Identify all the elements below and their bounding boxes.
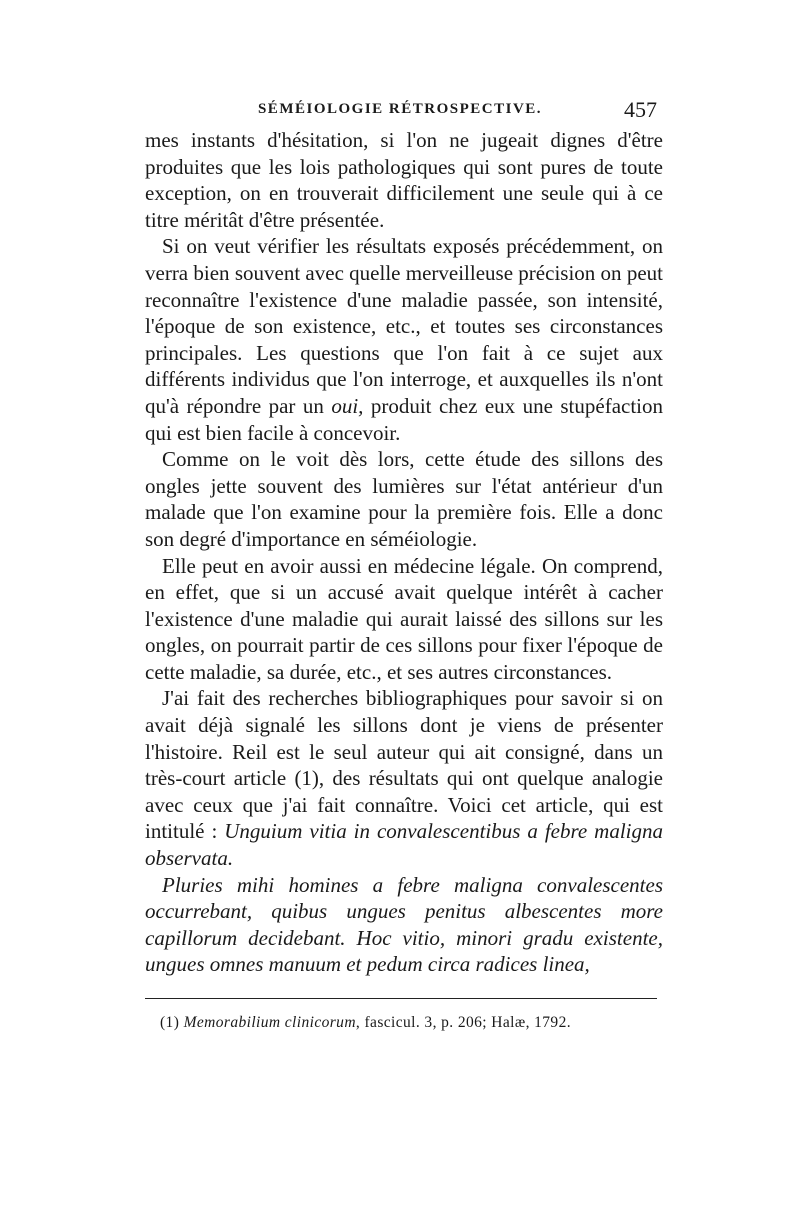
article-title: Unguium vitia in convalescentibus a febre maligna observata. <box>145 819 663 871</box>
footnote-citation: , fascicul. 3, p. 206; Halæ, 1792. <box>355 1014 571 1031</box>
footnote-mark: (1) <box>160 1014 180 1031</box>
page-header <box>145 97 655 125</box>
footnote-rule <box>145 998 657 999</box>
paragraph-1: mes instants d'hésitation, si l'on ne jugeait dignes d'être produites que les lois pathologiques qui sont pures de toute exception, on en trouverait difficilement une seule qui à ce titre méritât d'être présentée. <box>145 128 663 232</box>
latin-quotation: Pluries mihi homines a febre maligna convalescentes occurrebant, quibus ungues penitus albescentes more capillorum decidebant. Hoc vitio, minori gradu existente, ungues omnes manuum et pedum circa radices linea, <box>145 872 663 977</box>
paragraph-2-text-a: Si on veut vérifier les résultats exposés précédemment, on verra bien souvent avec quelle merveilleuse précision on peut reconnaître l'existence d'une maladie passée, son intensité, l'époque de son existence, etc., et toutes ses circonstances principales. Les questions que l'on fait à ce sujet aux différents individus que l'on interroge, et auxquelles ils n'ont qu'à répondre par un <box>145 234 663 418</box>
body-text <box>145 127 663 978</box>
paragraph-2-emphasis: oui, <box>331 393 364 418</box>
page-number: 457 <box>624 97 657 122</box>
paragraph-4: Elle peut en avoir aussi en médecine légale. On comprend, en effet, que si un accusé avait quelque intérêt à cacher l'existence d'une maladie qui aurait laissé des sillons sur les ongles, on pourrait partir de ces sillons pour fixer l'époque de cette maladie, sa durée, etc., et ses autres circonstances. <box>145 553 663 684</box>
paragraph-3: Comme on le voit dès lors, cette étude des sillons des ongles jette souvent des lumières sur l'état antérieur d'un malade que l'on examine pour la première fois. Elle a donc son degré d'importance en séméiologie. <box>145 447 663 551</box>
paragraph-5-text: J'ai fait des recherches bibliographiques pour savoir si on avait déjà signalé les sillons dont je viens de présenter l'histoire. Reil est le seul auteur qui ait consigné, dans un très-court article (1), des résultats qui ont quelque analogie avec ceux que j'ai fait connaître. Voici cet article, qui est intitulé : <box>145 686 663 844</box>
paragraph-2 <box>145 233 663 446</box>
paragraph-5 <box>145 685 663 871</box>
running-title: SÉMÉIOLOGIE RÉTROSPECTIVE. <box>257 101 543 117</box>
footnote <box>160 1014 660 1032</box>
paragraph-2-text-b: produit chez eux une stupéfaction qui est bien facile à concevoir. <box>145 393 663 445</box>
footnote-work-title: Memorabilium clinicorum <box>183 1014 356 1031</box>
